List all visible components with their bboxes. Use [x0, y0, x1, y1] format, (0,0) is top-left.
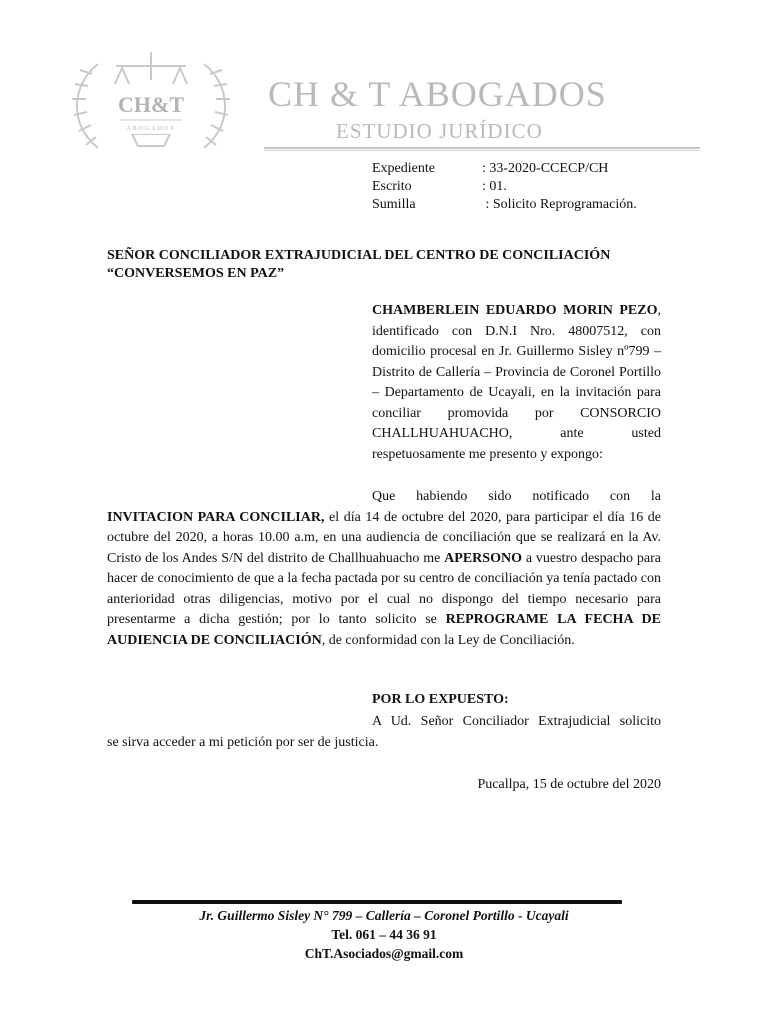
- footer-divider: [132, 900, 622, 904]
- petition-line-1: A Ud. Señor Conciliador Extrajudicial solicito: [372, 714, 661, 729]
- logo-text: CH&T: [118, 92, 184, 117]
- firm-name: CH & T ABOGADOS: [268, 74, 607, 114]
- main-text-4: , de conformidad con la Ley de Conciliación.: [321, 632, 575, 648]
- main-bold-apersono: APERSONO: [444, 550, 522, 566]
- addressee: [107, 247, 661, 283]
- case-metadata: [372, 160, 637, 214]
- document-date: Pucallpa, 15 de octubre del 2020: [477, 777, 661, 792]
- footer: [120, 906, 648, 963]
- meta-row-escrito: [372, 178, 637, 196]
- meta-row-expediente: [372, 160, 637, 178]
- petitioner-name: CHAMBERLEIN EDUARDO MORIN PEZO: [372, 303, 658, 318]
- header-divider: [264, 147, 700, 151]
- main-bold-reprograme: REPROGRAME LA FECHA DE AUDIENCIA DE CONCILIACIÓN: [107, 612, 662, 648]
- identification-text: , identificado con D.N.I Nro. 48007512, con domicilio procesal en Jr. Guillermo Sisley nº799 – Distrito de Callería – Provincia de Coronel Portillo – Departamento de Ucayali, en la invitación para conciliar promovida por CONSORCIO CHALLHUAHUACHO, ante usted respetuosamente me presento y expongo:: [372, 303, 661, 462]
- meta-value: : 01.: [482, 179, 507, 194]
- expuesto-heading: POR LO EXPUESTO:: [372, 692, 509, 707]
- main-text-2: el día 14 de octubre del 2020, para participar el día 16 de octubre del 2020, a horas 10.00 a.m, en una audiencia de conciliación que se realizará en la Av. Cristo de los Andes S/N del distrito de Challhuahuacho me: [107, 509, 661, 566]
- firm-logo-seal: [58, 44, 244, 162]
- meta-label: Expediente: [372, 161, 435, 176]
- main-paragraph: [107, 487, 661, 651]
- meta-value: : Solicito Reprogramación.: [482, 197, 637, 212]
- addressee-line-2: “CONVERSEMOS EN PAZ”: [107, 266, 285, 281]
- meta-row-sumilla: [372, 196, 637, 214]
- petition-paragraph: [107, 712, 661, 753]
- main-text-1: Que habiendo sido notificado con la: [372, 489, 661, 504]
- footer-address: Jr. Guillermo Sisley N° 799 – Callería – Coronel Portillo - Ucayali: [199, 908, 569, 923]
- footer-phone: Tel. 061 – 44 36 91: [331, 927, 437, 942]
- logo-subtext: ABOGADOS: [126, 126, 176, 132]
- footer-email: ChT.Asociados@gmail.com: [304, 946, 464, 961]
- meta-value: : 33-2020-CCECP/CH: [482, 161, 609, 176]
- meta-label: Sumilla: [372, 197, 416, 212]
- main-text-3: a vuestro despacho para hacer de conocimiento de que a la fecha pactada por su centro de conciliación ya tenía pactado con anterioridad otras diligencias, motivo por el cual no dispongo del tiempo necesario para presentarme a dicha gestión; por lo tanto solicito se: [107, 550, 661, 627]
- main-bold-invitation: INVITACION PARA CONCILIAR,: [107, 509, 325, 525]
- firm-subtitle: ESTUDIO JURÍDICO: [336, 119, 543, 143]
- meta-label: Escrito: [372, 179, 412, 194]
- identification-paragraph: [372, 301, 661, 465]
- addressee-line-1: SEÑOR CONCILIADOR EXTRAJUDICIAL DEL CENTRO DE CONCILIACIÓN: [107, 248, 611, 263]
- petition-line-2: se sirva acceder a mi petición por ser de justicia.: [107, 734, 379, 750]
